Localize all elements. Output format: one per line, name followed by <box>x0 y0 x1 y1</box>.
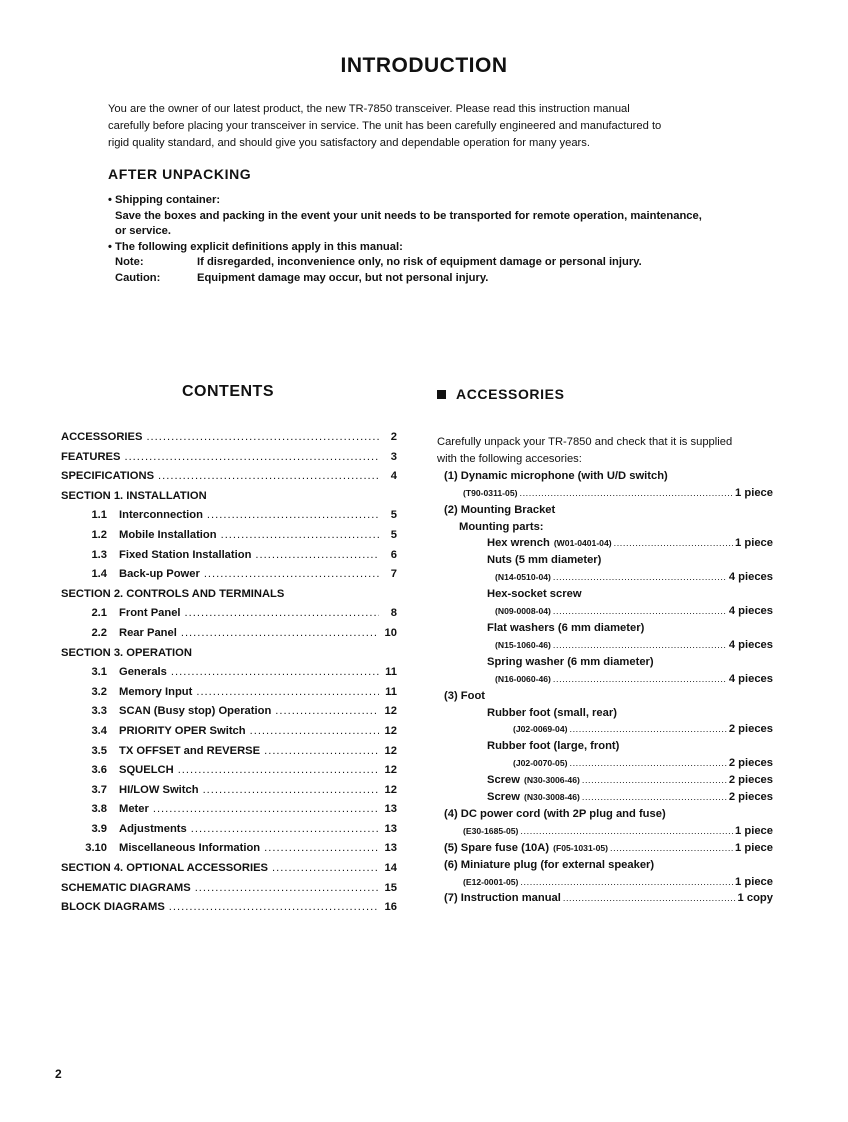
part-number: (F05-1031-05) <box>553 842 609 853</box>
toc-label: SECTION 4. OPTIONAL ACCESSORIES <box>61 862 269 875</box>
intro-line: carefully before placing your transceiver in service. The unit has been carefully engineered and manufactured to <box>108 120 662 132</box>
part-number: (N30-3008-46) <box>523 792 580 803</box>
part-name: (7) Instruction manual <box>444 892 561 905</box>
list-item: Rubber foot (large, front) <box>487 740 620 753</box>
list-item-part <box>437 569 773 586</box>
toc-row <box>61 725 397 745</box>
toc-leader <box>264 842 379 854</box>
list-item: (4) DC power cord (with 2P plug and fuse) <box>444 807 666 820</box>
list-item-part <box>437 671 773 688</box>
list-item-part <box>437 755 773 772</box>
toc-label: SQUELCH <box>119 764 174 777</box>
toc-label: SECTION 1. INSTALLATION <box>61 489 207 502</box>
list-item-part <box>437 890 773 907</box>
quantity: 1 copy <box>737 892 773 905</box>
toc-label: Front Panel <box>119 607 181 620</box>
toc-leader <box>196 686 379 698</box>
list-item-part <box>437 485 773 502</box>
toc-leader <box>255 549 379 561</box>
list-item: Nuts (5 mm diameter) <box>487 554 602 567</box>
part-number: (J02-0070-05) <box>513 758 568 769</box>
quantity: 1 piece <box>735 486 773 499</box>
list-item: Hex-socket screw <box>487 588 582 601</box>
toc-page-number: 2 <box>390 431 397 443</box>
toc-section-number: 3.5 <box>91 744 107 757</box>
toc-page-number: 12 <box>384 724 397 737</box>
toc-row <box>61 745 397 765</box>
toc-row <box>61 627 397 647</box>
toc-label: BLOCK DIAGRAMS <box>61 901 165 914</box>
toc-row <box>61 568 397 588</box>
toc-label: Rear Panel <box>119 626 177 639</box>
list-item: (1) Dynamic microphone (with U/D switch) <box>444 469 668 482</box>
toc-section-number: 3.6 <box>91 764 107 777</box>
accessories-list <box>437 434 773 907</box>
toc-row <box>61 588 397 608</box>
page-number: 2 <box>55 1067 62 1081</box>
page-title: INTRODUCTION <box>340 54 508 77</box>
toc-page-number: 11 <box>385 685 397 698</box>
toc-row <box>61 764 397 784</box>
toc-label: Back-up Power <box>119 568 200 581</box>
toc-label: Interconnection <box>119 509 203 522</box>
part-name: Screw <box>487 791 520 804</box>
list-item-part <box>437 789 773 806</box>
toc-section-number: 3.9 <box>91 822 107 835</box>
toc-page-number: 13 <box>384 822 397 835</box>
toc-row <box>61 784 397 804</box>
toc-section-number: 2.1 <box>91 607 107 620</box>
toc-leader <box>178 764 379 776</box>
toc-page-number: 11 <box>385 666 397 679</box>
toc-leader <box>207 509 379 521</box>
intro-line: rigid quality standard, and should give you satisfactory and dependable operation for many years. <box>108 137 590 149</box>
part-number: (N09-0008-04) <box>495 606 551 617</box>
part-name: Hex wrench <box>487 537 550 550</box>
toc-label: Meter <box>119 803 149 816</box>
part-number: (N15-1060-46) <box>495 639 551 650</box>
list-item-part <box>437 535 773 552</box>
toc-leader <box>204 568 379 580</box>
toc-page-number: 4 <box>390 470 397 483</box>
toc-leader <box>124 451 379 463</box>
toc-row <box>61 705 397 725</box>
list-item: Rubber foot (small, rear) <box>487 706 617 719</box>
toc-page-number: 12 <box>384 744 397 757</box>
toc-page-number: 12 <box>384 764 397 777</box>
caution-value: Equipment damage may occur, but not personal injury. <box>197 271 489 284</box>
list-item-part <box>437 637 773 654</box>
toc-label: SECTION 2. CONTROLS AND TERMINALS <box>61 587 285 600</box>
toc-section-number: 3.3 <box>91 705 107 718</box>
part-number: (E30-1685-05) <box>463 825 519 836</box>
toc-section-number: 3.4 <box>91 724 107 737</box>
list-item: (3) Foot <box>444 689 486 702</box>
toc-page-number: 14 <box>384 862 397 875</box>
toc-label: FEATURES <box>61 450 121 463</box>
toc-label: TX OFFSET and REVERSE <box>119 744 261 757</box>
after-unpacking-heading: AFTER UNPACKING <box>108 166 252 182</box>
toc-label: SPECIFICATIONS <box>61 470 155 483</box>
toc-page-number: 5 <box>390 528 397 541</box>
toc-row <box>61 647 397 667</box>
toc-section-number: 1.4 <box>91 568 107 581</box>
part-number: (T90-0311-05) <box>463 487 518 498</box>
toc-section-number: 3.2 <box>91 685 107 698</box>
note-key: Note: <box>115 256 144 269</box>
toc-row <box>61 431 397 451</box>
quantity: 1 piece <box>735 824 773 837</box>
toc-leader <box>158 470 379 482</box>
note-value: If disregarded, inconvenience only, no risk of equipment damage or personal injury. <box>197 256 642 269</box>
toc-label: PRIORITY OPER Switch <box>119 724 246 737</box>
list-item-part <box>437 603 773 620</box>
toc-leader <box>146 431 379 443</box>
toc-row <box>61 490 397 510</box>
list-item: Spring washer (6 mm diameter) <box>487 655 654 668</box>
toc-row <box>61 686 397 706</box>
part-number: (N16-0060-46) <box>495 673 551 684</box>
accessories-heading <box>437 386 565 402</box>
list-item-part <box>437 840 773 857</box>
toc-row <box>61 803 397 823</box>
toc-page-number: 13 <box>384 842 397 855</box>
toc-section-number: 3.1 <box>91 666 107 679</box>
toc-label: Memory Input <box>119 685 193 698</box>
toc-leader <box>272 862 379 874</box>
toc-label: Miscellaneous Information <box>119 842 261 855</box>
note-definition <box>108 255 748 271</box>
toc-leader <box>191 823 379 835</box>
toc-section-number: 1.1 <box>91 509 107 522</box>
toc-label: Fixed Station Installation <box>119 548 252 561</box>
list-item-part <box>437 721 773 738</box>
quantity: 1 piece <box>735 537 773 550</box>
toc-page-number: 3 <box>390 450 397 463</box>
toc-page-number: 16 <box>384 901 397 914</box>
toc-page-number: 12 <box>384 783 397 796</box>
list-item: (6) Miniature plug (for external speaker) <box>444 858 655 871</box>
toc-section-number: 1.2 <box>91 528 107 541</box>
after-unpacking-section <box>108 193 748 287</box>
toc-leader <box>195 882 379 894</box>
quantity: 2 pieces <box>728 774 773 787</box>
toc-leader <box>203 784 379 796</box>
square-bullet-icon <box>437 390 446 399</box>
toc-section-number: 3.10 <box>85 842 107 855</box>
quantity: 4 pieces <box>728 672 773 685</box>
toc-label: Generals <box>119 666 167 679</box>
toc-page-number: 6 <box>390 548 397 561</box>
list-item: (2) Mounting Bracket <box>444 503 556 516</box>
toc-label: Mobile Installation <box>119 528 217 541</box>
toc-leader <box>275 705 379 717</box>
toc-page-number: 13 <box>384 803 397 816</box>
shipping-text: Save the boxes and packing in the event your unit needs to be transported for remote operation, maintenance, <box>115 209 702 222</box>
toc-page-number: 5 <box>390 509 397 522</box>
toc-row <box>61 509 397 529</box>
accessories-heading-text: ACCESSORIES <box>456 386 565 402</box>
quantity: 4 pieces <box>728 571 773 584</box>
toc-row <box>61 882 397 902</box>
part-number: (W01-0401-04) <box>553 538 612 549</box>
part-name: (5) Spare fuse (10A) <box>444 841 550 854</box>
quantity: 2 pieces <box>728 791 773 804</box>
caution-key: Caution: <box>115 271 161 284</box>
part-number: (N30-3006-46) <box>523 775 580 786</box>
quantity: 1 piece <box>735 841 773 854</box>
shipping-text: or service. <box>115 225 171 238</box>
toc-leader <box>185 607 379 619</box>
toc-page-number: 12 <box>384 705 397 718</box>
toc-label: SCAN (Busy stop) Operation <box>119 705 272 718</box>
part-number: (N14-0510-04) <box>495 572 551 583</box>
quantity: 2 pieces <box>728 757 773 770</box>
toc-row <box>61 823 397 843</box>
toc-row <box>61 451 397 471</box>
toc-leader <box>221 529 379 541</box>
shipping-bullet: • Shipping container: <box>108 194 221 206</box>
intro-paragraph <box>108 101 748 152</box>
list-subheading: Mounting parts: <box>459 520 544 533</box>
toc-page-number: 7 <box>390 568 397 581</box>
toc-leader <box>169 901 379 913</box>
list-item-part <box>437 772 773 789</box>
toc-leader <box>264 745 379 757</box>
toc-section-number: 3.7 <box>91 783 107 796</box>
toc-label: HI/LOW Switch <box>119 783 199 796</box>
caution-definition <box>108 271 748 287</box>
toc-row <box>61 666 397 686</box>
toc-row <box>61 607 397 627</box>
toc-label: SCHEMATIC DIAGRAMS <box>61 881 191 894</box>
intro-line: You are the owner of our latest product, the new TR-7850 transceiver. Please read this instruction manual <box>108 103 630 115</box>
list-item-part <box>437 823 773 840</box>
toc-label: Adjustments <box>119 822 187 835</box>
toc-section-number: 2.2 <box>91 626 107 639</box>
toc-leader <box>153 803 379 815</box>
accessories-intro: with the following accesories: <box>437 452 582 465</box>
quantity: 1 piece <box>735 875 773 888</box>
accessories-intro: Carefully unpack your TR-7850 and check that it is supplied <box>437 436 733 448</box>
toc-row <box>61 529 397 549</box>
quantity: 4 pieces <box>728 638 773 651</box>
part-name: Screw <box>487 774 520 787</box>
toc-page-number: 10 <box>384 626 397 639</box>
toc-section-number: 1.3 <box>91 548 107 561</box>
toc-row <box>61 470 397 490</box>
list-item-part <box>437 874 773 891</box>
toc-leader <box>181 627 379 639</box>
toc-leader <box>250 725 379 737</box>
toc-row <box>61 549 397 569</box>
toc-row <box>61 901 397 921</box>
part-number: (E12-0001-05) <box>463 876 519 887</box>
toc-row <box>61 862 397 882</box>
contents-heading: CONTENTS <box>182 383 274 400</box>
part-number: (J02-0069-04) <box>513 724 568 735</box>
toc-page-number: 8 <box>390 607 397 620</box>
list-item: Flat washers (6 mm diameter) <box>487 621 645 634</box>
toc-leader <box>171 666 379 678</box>
toc-page-number: 15 <box>384 881 397 894</box>
quantity: 2 pieces <box>728 723 773 736</box>
table-of-contents <box>61 431 397 921</box>
quantity: 4 pieces <box>728 605 773 618</box>
toc-section-number: 3.8 <box>91 803 107 816</box>
definitions-bullet: • The following explicit definitions apply in this manual: <box>108 240 403 253</box>
toc-row <box>61 842 397 862</box>
toc-label: SECTION 3. OPERATION <box>61 646 192 659</box>
toc-label: ACCESSORIES <box>61 431 143 443</box>
